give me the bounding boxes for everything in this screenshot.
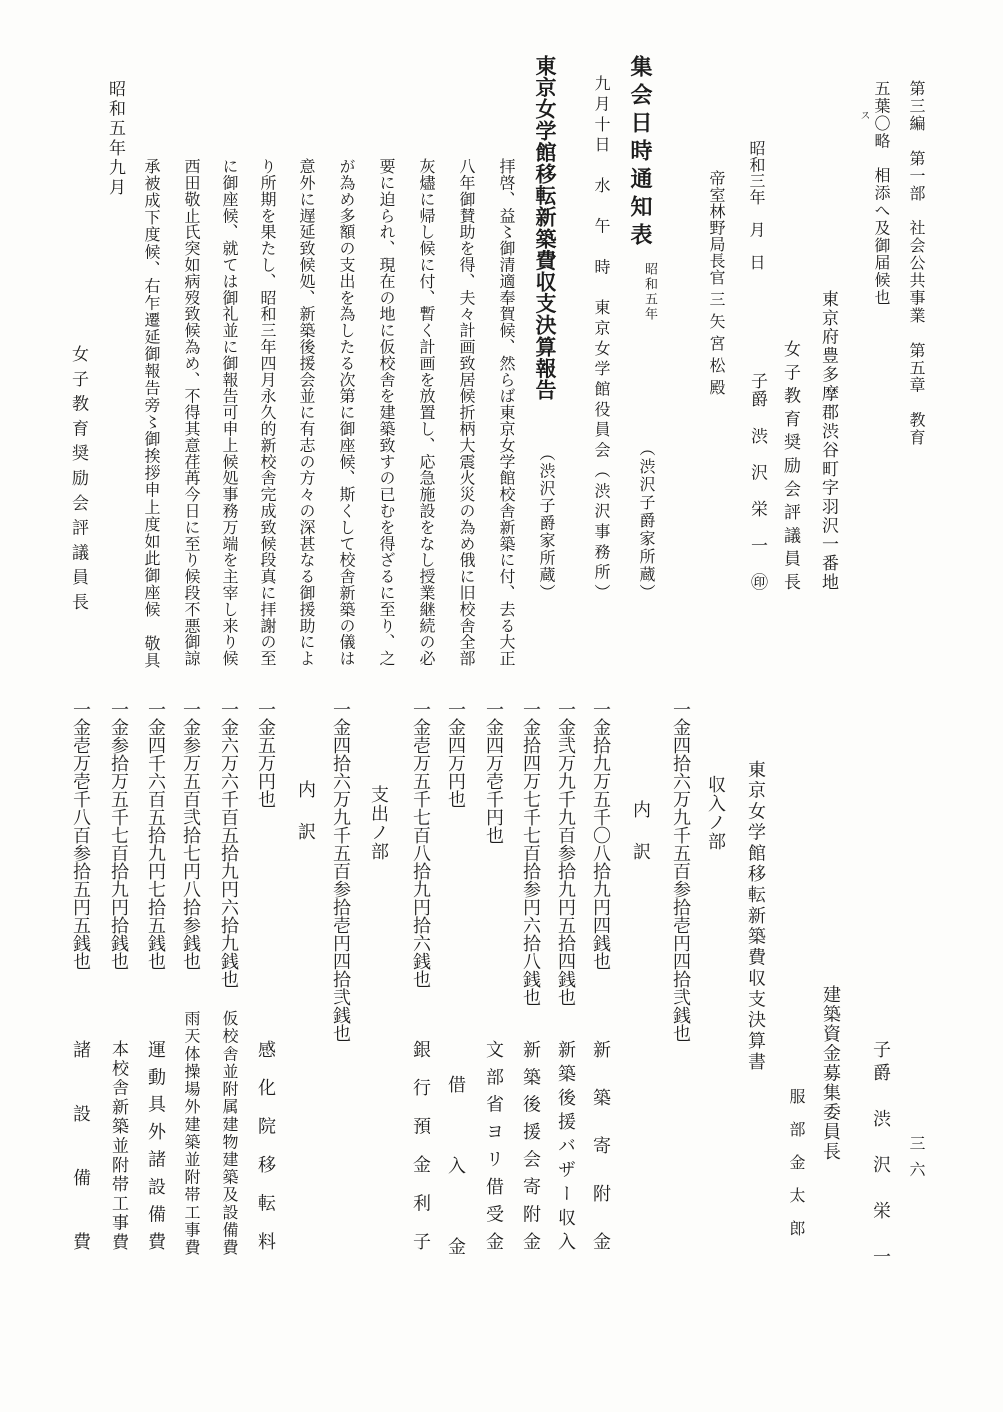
income-item-amount: 一金拾四万七千七百拾参円六拾八銭也 bbox=[520, 700, 541, 1006]
income-item-amount: 一金壱万五千七百八拾九円拾六銭也 bbox=[410, 700, 431, 988]
signatory-title: 女子教育奨励会評議員長 bbox=[68, 345, 88, 610]
report-body-line: 灰燼に帰し候に付、暫く計画を放置し、応急施設をなし授業継続の必 bbox=[417, 158, 436, 666]
income-breakdown-label: 内 訳 bbox=[630, 800, 651, 860]
expenditure-total: 一金四拾六万九千五百参拾壱円四拾弐銭也 bbox=[330, 700, 351, 1042]
expenditure-item-amount: 一金五万円也 bbox=[255, 700, 276, 808]
income-item-label: 文 部 省 ヨ リ 借 受 金 bbox=[483, 1040, 504, 1250]
report-body-line: が為め多額の支出を為したる次第に御座候、斯くして校舎新築の儀は bbox=[337, 158, 356, 666]
meeting-notice-title: 集会日時通知表 bbox=[627, 55, 653, 245]
report-body-line: 西田敬止氏突如病歿致候為め、不得其意荏苒今日に至り候段不悪御諒 bbox=[182, 158, 201, 666]
income-item-amount: 一金拾九万五千〇八拾九円四銭也 bbox=[590, 700, 611, 970]
report-body-line: り所期を果たし、昭和三年四月永久的新校舎完成致候段真に拝謝の至 bbox=[258, 158, 277, 666]
income-total: 一金四拾六万九千五百参拾壱円四拾弐銭也 bbox=[670, 700, 691, 1042]
income-item-amount: 一金四万円也 bbox=[445, 700, 466, 808]
expenditure-item-amount: 一金参拾万五千七百拾九円拾銭也 bbox=[108, 700, 129, 970]
report-body-line: に御座候、就ては御礼並に御報告可申上候処事務万端を主宰し来り候 bbox=[220, 158, 239, 666]
expenditure-item-label: 運 動 具 外 諸 設 備 費 bbox=[145, 1040, 166, 1250]
prior-letter-date: 昭和三年 月 日 bbox=[747, 140, 766, 270]
expenditure-item-label: 仮校舎並附属建物建築及設備費 bbox=[220, 1010, 239, 1255]
page-number: 三六 bbox=[907, 1135, 926, 1177]
income-item-label: 借 入 金 bbox=[445, 1075, 466, 1255]
income-item-label: 新築後援バザー収入 bbox=[555, 1040, 576, 1250]
income-item-label: 新 築 後 援 会 寄 附 金 bbox=[520, 1040, 541, 1250]
report-body-line: 八年御賛助を得、夫々計画致居候折柄大震火災の為め俄に旧校舎全部 bbox=[457, 158, 476, 666]
expenditure-heading: 支出ノ部 bbox=[368, 785, 389, 860]
meeting-notice-entry: 九月十日 水 午 時 東京女学館役員会（渋沢事務所） bbox=[592, 75, 611, 600]
running-head: 第三編 第一部 社会公共事業 第五章 教育 bbox=[907, 80, 926, 445]
prior-letter-address: 東京府豊多摩郡渋谷町字羽沢一番地 bbox=[818, 290, 838, 590]
report-body-line: 要に迫られ、現在の地に仮校舎を建築致すの已むを得ざるに至り、之 bbox=[377, 158, 396, 666]
income-item-label: 銀 行 預 金 利 子 bbox=[410, 1040, 431, 1250]
expenditure-item-amount: 一金四千六百五拾九円七拾五銭也 bbox=[145, 700, 166, 970]
statement-title: 東京女学館移転新築費収支決算書 bbox=[745, 760, 766, 1070]
expenditure-item-amount: 一金参万五百弐拾七円八拾参銭也 bbox=[180, 700, 201, 970]
income-item-amount: 一金弐万九千九百参拾九円五拾四銭也 bbox=[555, 700, 576, 1006]
meeting-notice-year: 昭和五年 bbox=[642, 262, 657, 320]
expenditure-item-amount: 一金壱万壱千八百参拾五円五銭也 bbox=[70, 700, 91, 970]
report-date: 昭和五年九月 bbox=[105, 80, 125, 195]
prior-letter-small-kana: ス bbox=[858, 110, 869, 120]
expenditure-item-label: 感 化 院 移 転 料 bbox=[255, 1040, 276, 1250]
prior-letter-addressee: 帝室林野局長官 三 矢 宮 松 殿 bbox=[707, 170, 726, 395]
expenditure-item-label: 雨天体操場外建築並附帯工事費 bbox=[182, 1010, 201, 1255]
report-body-line: 承被成下度候、右乍遷延御報告旁〻御挨拶申上度如此御座候 敬具 bbox=[142, 158, 161, 668]
expenditure-item-amount: 一金六万六千百五拾九円六拾九銭也 bbox=[218, 700, 239, 988]
meeting-notice-source: （渋沢子爵家所蔵） bbox=[637, 440, 656, 600]
report-body-line: 拝啓、益〻御清適奉賀候、然らば東京女学館校舎新築に付、去る大正 bbox=[497, 158, 516, 666]
signatory-name: 子爵 渋 沢 栄 一 bbox=[870, 1040, 891, 1265]
prior-letter-closing: 五葉〇略 相添へ及御届候也 bbox=[872, 80, 891, 305]
income-item-label: 新 築 寄 附 金 bbox=[590, 1040, 611, 1250]
prior-letter-sender-title: 女子教育奨励会評議員長 bbox=[780, 340, 800, 590]
report-body-line: 意外に遅延致候処、新築後援会並に有志の方々の深甚なる御援助によ bbox=[297, 158, 316, 666]
report-source: （渋沢子爵家所蔵） bbox=[537, 445, 556, 600]
income-item-amount: 一金四万壱千円也 bbox=[483, 700, 504, 844]
income-heading: 収入ノ部 bbox=[705, 775, 726, 850]
prior-letter-sender: 子爵 渋 沢 栄 一 ㊞ bbox=[747, 372, 767, 590]
signatory-title: 建築資金募集委員長 bbox=[820, 985, 841, 1160]
expenditure-item-label: 本校舎新築並附帯工事費 bbox=[108, 1040, 128, 1250]
signatory-name: 服 部 金 太 郎 bbox=[787, 1088, 806, 1236]
report-title: 東京女学館移転新築費収支決算報告 bbox=[533, 55, 558, 400]
expenditure-item-label: 諸 設 備 費 bbox=[70, 1040, 91, 1250]
expenditure-breakdown-label: 内 訳 bbox=[295, 780, 316, 840]
